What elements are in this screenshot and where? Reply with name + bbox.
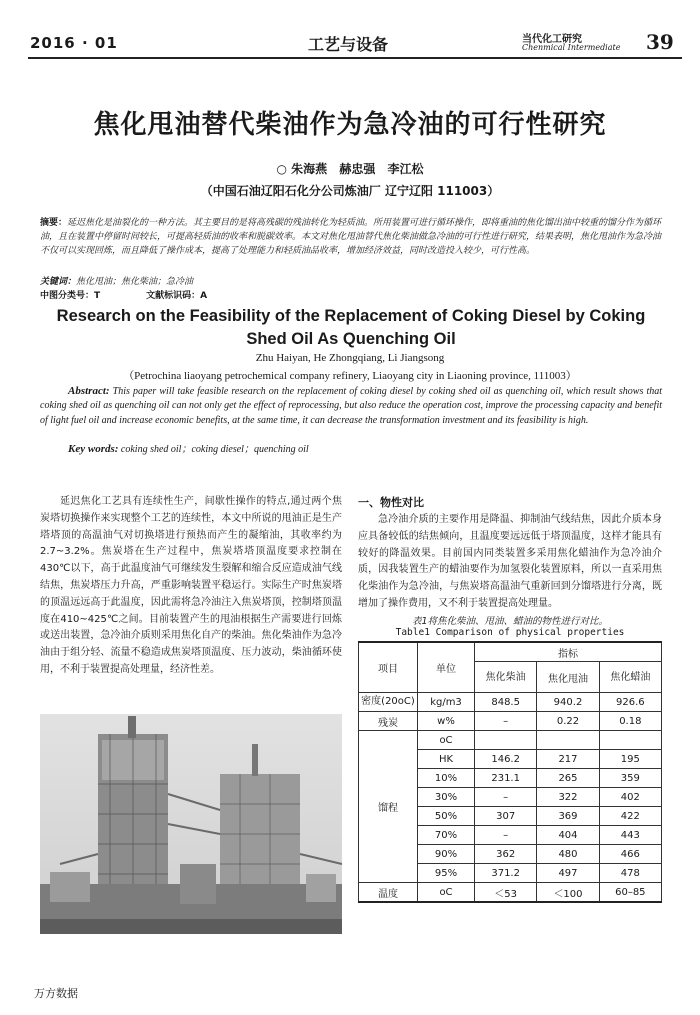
row-unit-density: kg/m3	[418, 693, 475, 712]
table-cell: 402	[599, 788, 661, 807]
table-cell: 217	[537, 750, 599, 769]
table-cell: 478	[599, 864, 661, 883]
table-row-residue	[359, 712, 662, 731]
journal-name-cn: 当代化工研究	[522, 34, 582, 45]
keywords-cn-label: 关键词：	[40, 277, 77, 287]
page-number: 39	[646, 30, 674, 54]
coking-unit-photo	[40, 714, 342, 934]
affiliation-cn: （中国石油辽阳石化分公司炼油厂 辽宁辽阳 111003）	[200, 184, 500, 198]
table-cell: 443	[599, 826, 661, 845]
keywords-cn-text: 焦化甩油；焦化柴油；急冷油	[76, 277, 194, 287]
properties-table	[358, 641, 662, 903]
header-unit: 单位	[418, 642, 475, 693]
header-coking-shed-oil: 焦化甩油	[537, 662, 599, 693]
author-2: 赫忠强	[339, 162, 376, 176]
row-label-residue: 残炭	[359, 712, 418, 731]
table-header-row	[359, 642, 662, 662]
body-paragraph-intro: 延迟焦化工艺具有连续性生产，间歇性操作的特点,通过两个焦炭塔切换操作来实现整个工艺的连续性，本文中所说的甩油正是生产塔塔顶的高温油气对切换塔进行预热而产生的凝缩油，其收率约为2.7~3.2%。焦炭塔在生产过程中，焦炭塔塔顶温度要求控制在430℃以下，高于此温度油气可继续发生裂解和缩合反应造成油气线结焦，焦炭塔压力升高，严重影响装置平稳运行。实际生产时焦炭塔的顶温远远高于此温度，因此需将急冷油注入焦炭塔顶，控制塔顶温度在410~425℃之间。目前装置产生的甩油根据生产需要进行回炼或送出装置，急冷油介质则采用焦化自产的柴油。焦化柴油作为急冷油由于组分轻、流量不稳造成焦炭塔顶温度、压力波动，柴油循环使用，不利于装置提高处理量，经济性差。	[40, 496, 342, 675]
table-cell: –	[475, 712, 537, 731]
footer-source: 万方数据	[34, 987, 78, 1000]
table-row-dist-unit	[359, 731, 662, 750]
author-1: ○ 朱海燕	[276, 162, 328, 176]
dist-point: HK	[418, 750, 475, 769]
table-cell: 848.5	[475, 693, 537, 712]
dist-point: 10%	[418, 769, 475, 788]
journal-name-en: Chenmical Intermediate	[522, 43, 621, 52]
keywords-en-label: Key words:	[68, 443, 119, 455]
table-cell: 0.22	[537, 712, 599, 731]
table-cell: –	[475, 788, 537, 807]
table-cell: 466	[599, 845, 661, 864]
keywords-en	[68, 440, 309, 455]
abstract-cn-text: 延迟焦化是油裂化的一种方法。其主要目的是将高残碳的残油转化为轻质油。所用装置可进行循环操作，即将重油的焦化馏出油中较重的馏分作为循环油，且在装置中停留时间较长，可提高轻质油的收率和脱碳效率。本文对焦化甩油替代焦化柴油做急冷油的可行性进行研究，结果表明，焦化甩油作为急冷油不仅可以实现回炼，而且降低了操作成本，提高了处理能力和轻质油品收率，增加经济效益，同时改造投入较少，可行性高。	[40, 218, 662, 256]
clc-number: 中图分类号：T	[40, 291, 101, 301]
table-cell: 362	[475, 845, 537, 864]
table-cell: 146.2	[475, 750, 537, 769]
table-cell: 265	[537, 769, 599, 788]
table-row-temperature	[359, 883, 662, 903]
abstract-en-text: This paper will take feasible research on the replacement of coking diesel by coking shed oil as quenching oil, which result shows that coking shed oil as quenching oil can not only get the effect of reprocessing, but also reduce the operation cost, improve the processing capacity and benefit of light fuel oil and increase economic benefits, at the same time, it can decrease the transformation investment and its feasibility is high.	[40, 386, 662, 426]
table-cell	[475, 731, 537, 750]
authors-en: Zhu Haiyan, He Zhongqiang, Li Jiangsong	[255, 352, 445, 364]
row-unit-residue: w%	[418, 712, 475, 731]
table-cell: 940.2	[537, 693, 599, 712]
issue-number: 2016 · 01	[30, 34, 118, 52]
affiliation-en: （Petrochina liaoyang petrochemical company refinery, Liaoyang city in Liaoning province, 111003）	[123, 370, 577, 382]
body-paragraph-section1: 急冷油介质的主要作用是降温、抑制油气线结焦，因此介质本身应具备较低的结焦倾向，且温度要远远低于塔顶温度，这样才能具有较好的降温效果。目前国内同类装置多采用焦化蜡油作为急冷油介质，因我装置生产的蜡油要作为加氢裂化装置原料，所以一直采用焦化柴油作为急冷油，与焦炭塔高温油气重新回到分馏塔进行分离，既增加了操作费用，又不利于装置提高处理量。	[358, 514, 662, 609]
table-cell: 404	[537, 826, 599, 845]
header-coking-wax-oil: 焦化蜡油	[599, 662, 661, 693]
table-cell	[537, 731, 599, 750]
abstract-en-label: Abstract:	[68, 385, 110, 397]
row-unit-temperature: oC	[418, 883, 475, 903]
section-heading-1: 一、物性对比	[358, 496, 424, 509]
section-name: 工艺与设备	[308, 35, 389, 54]
dist-point: 50%	[418, 807, 475, 826]
doc-code: 文献标识码：A	[146, 291, 208, 301]
table-cell: 60–85	[599, 883, 661, 903]
table-cell: 422	[599, 807, 661, 826]
authors-cn	[0, 160, 700, 177]
table-cell: 371.2	[475, 864, 537, 883]
table-cell: 480	[537, 845, 599, 864]
dist-point: 90%	[418, 845, 475, 864]
table-cell: –	[475, 826, 537, 845]
abstract-cn	[40, 216, 662, 258]
table-cell: 195	[599, 750, 661, 769]
row-label-density: 密度(20oC)	[359, 693, 418, 712]
table-cell: 0.18	[599, 712, 661, 731]
table-cell: ＜53	[475, 883, 537, 903]
row-label-temperature: 温度	[359, 883, 418, 903]
table-cell: 369	[537, 807, 599, 826]
paper-title-cn: 焦化甩油替代柴油作为急冷油的可行性研究	[93, 110, 607, 140]
table-cell: 926.6	[599, 693, 661, 712]
paper-title-en: Research on the Feasibility of the Replacement of Coking Diesel by Coking Shed Oil As Quenching Oil	[56, 307, 646, 348]
header-coking-diesel: 焦化柴油	[475, 662, 537, 693]
table-cell	[599, 731, 661, 750]
dist-point: 70%	[418, 826, 475, 845]
abstract-en	[40, 384, 662, 428]
dist-point: 30%	[418, 788, 475, 807]
keywords-cn	[40, 274, 193, 287]
row-unit-distillation: oC	[418, 731, 475, 750]
header-index: 指标	[475, 642, 662, 662]
abstract-cn-label: 摘要：	[40, 218, 68, 228]
table-row-density	[359, 693, 662, 712]
table-cell: 359	[599, 769, 661, 788]
table-cell: 497	[537, 864, 599, 883]
table-cell: 231.1	[475, 769, 537, 788]
classification-cn	[40, 288, 253, 301]
table-cell: ＜100	[537, 883, 599, 903]
row-label-distillation: 馏程	[359, 731, 418, 883]
keywords-en-text: coking shed oil；coking diesel；quenching oil	[120, 444, 309, 455]
table-caption-en: Table1 Comparison of physical properties	[395, 627, 625, 638]
table-cell: 322	[537, 788, 599, 807]
table-caption-cn: 表1将焦化柴油、甩油、蜡油的物性进行对比。	[411, 616, 609, 627]
table-cell: 307	[475, 807, 537, 826]
header-rule	[28, 57, 682, 59]
author-3: 李江松	[387, 162, 424, 176]
header-item: 项目	[359, 642, 418, 693]
dist-point: 95%	[418, 864, 475, 883]
